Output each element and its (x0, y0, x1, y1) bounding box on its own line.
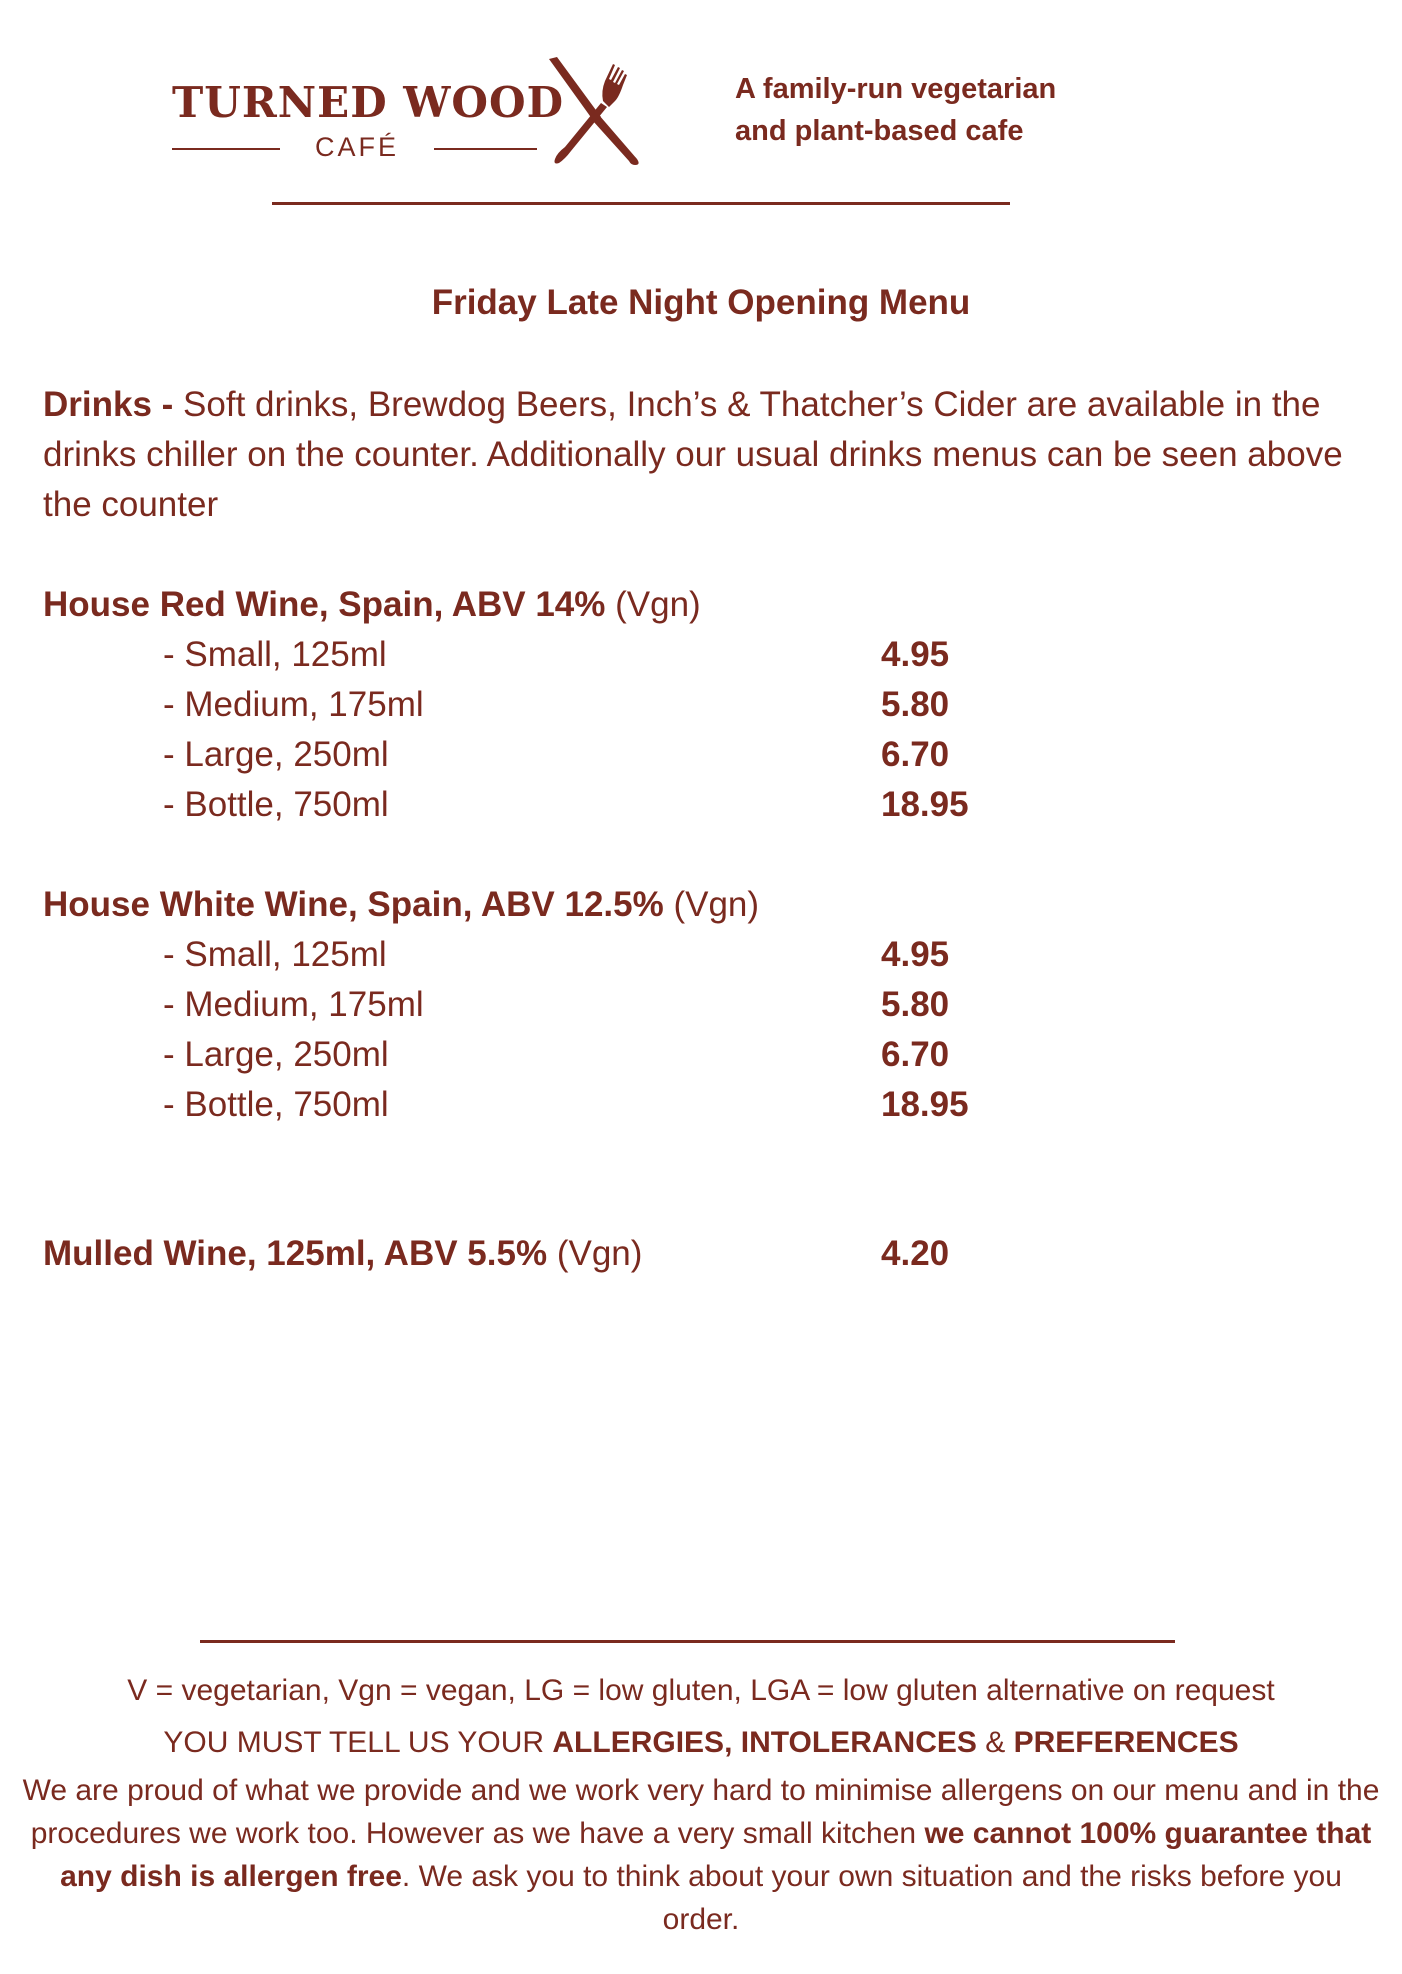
price: 6.70 (881, 1035, 950, 1074)
mulled-wine-heading (43, 1229, 642, 1279)
logo-divider-right (434, 148, 537, 150)
disclaimer-part-1: We are proud of what we provide and we work very hard to minimise allergens on our menu and in the procedures we work too. However as we have a very small kitchen (22, 1774, 1380, 1850)
mulled-wine-diet: (Vgn) (547, 1234, 643, 1273)
menu-item-row (43, 730, 1343, 780)
logo-subtitle: CAFÉ (314, 132, 399, 162)
drinks-note-label: Drinks - (43, 385, 174, 424)
logo-subtitle-row (172, 132, 537, 166)
white-wine-heading (43, 880, 1343, 930)
white-wine-name: House White Wine, Spain, ABV 12.5% (43, 885, 664, 924)
red-wine-name: House Red Wine, Spain, ABV 14% (43, 585, 606, 624)
warning-prefix: YOU MUST TELL US YOUR (163, 1726, 553, 1759)
size-label: - Bottle, 750ml (163, 785, 389, 824)
diet-legend: V = vegetarian, Vgn = vegan, LG = low gluten, LGA = low gluten alternative on request (127, 1674, 1275, 1707)
allergen-disclaimer (20, 1769, 1382, 1941)
size-label: - Medium, 175ml (163, 985, 424, 1024)
price: 5.80 (881, 685, 950, 724)
price: 4.95 (881, 935, 950, 974)
drinks-note-text: Soft drinks, Brewdog Beers, Inch’s & Thatcher’s Cider are available in the drinks chiller on the counter. Additionally our usual drinks menus can be seen above the counter (43, 385, 1343, 524)
menu-item-row (43, 680, 1343, 730)
menu-item-row (43, 630, 1343, 680)
header (0, 0, 1402, 210)
price: 18.95 (881, 1085, 969, 1124)
footer-divider (200, 1640, 1175, 1643)
mulled-wine-price: 4.20 (881, 1234, 950, 1273)
size-label: - Small, 125ml (163, 935, 387, 974)
logo-title: TURNED WOOD (172, 78, 564, 127)
size-label: - Large, 250ml (163, 735, 389, 774)
menu-item-row (43, 1080, 1343, 1130)
red-wine-heading (43, 580, 1343, 630)
price: 18.95 (881, 785, 969, 824)
mulled-wine-row (43, 1229, 1343, 1279)
header-divider (272, 202, 1010, 205)
size-label: - Medium, 175ml (163, 685, 424, 724)
disclaimer-part-2: . We ask you to think about your own situation and the risks before you order. (401, 1860, 1342, 1936)
drinks-note (43, 380, 1363, 530)
menu-item-row (43, 930, 1343, 980)
mulled-wine-name: Mulled Wine, 125ml, ABV 5.5% (43, 1234, 548, 1273)
menu-item-row (43, 980, 1343, 1030)
knife-fork-crossed-icon (545, 55, 645, 167)
tagline-line-2: and plant-based cafe (735, 115, 1024, 147)
size-label: - Bottle, 750ml (163, 1085, 389, 1124)
white-wine-diet: (Vgn) (663, 885, 760, 924)
tagline-line-1: A family-run vegetarian (735, 73, 1057, 105)
size-label: - Small, 125ml (163, 635, 387, 674)
allergy-warning (20, 1717, 1382, 1769)
menu-title: Friday Late Night Opening Menu (431, 283, 971, 322)
size-label: - Large, 250ml (163, 1035, 389, 1074)
footer (20, 1665, 1382, 1941)
white-wine-section (43, 880, 1343, 1130)
menu-item-row (43, 1030, 1343, 1080)
price: 5.80 (881, 985, 950, 1024)
price: 6.70 (881, 735, 950, 774)
price: 4.95 (881, 635, 950, 674)
disclaimer-bold: we cannot 100% guarantee that any dish is allergen free (60, 1817, 1372, 1893)
warning-preferences: PREFERENCES (1013, 1726, 1239, 1759)
warning-amp: & (976, 1726, 1014, 1759)
menu-item-row (43, 780, 1343, 830)
red-wine-section (43, 580, 1343, 830)
warning-allergies: ALLERGIES, INTOLERANCES (552, 1726, 977, 1759)
tagline (735, 68, 1056, 152)
red-wine-diet: (Vgn) (605, 585, 701, 624)
logo-divider-left (172, 148, 280, 150)
